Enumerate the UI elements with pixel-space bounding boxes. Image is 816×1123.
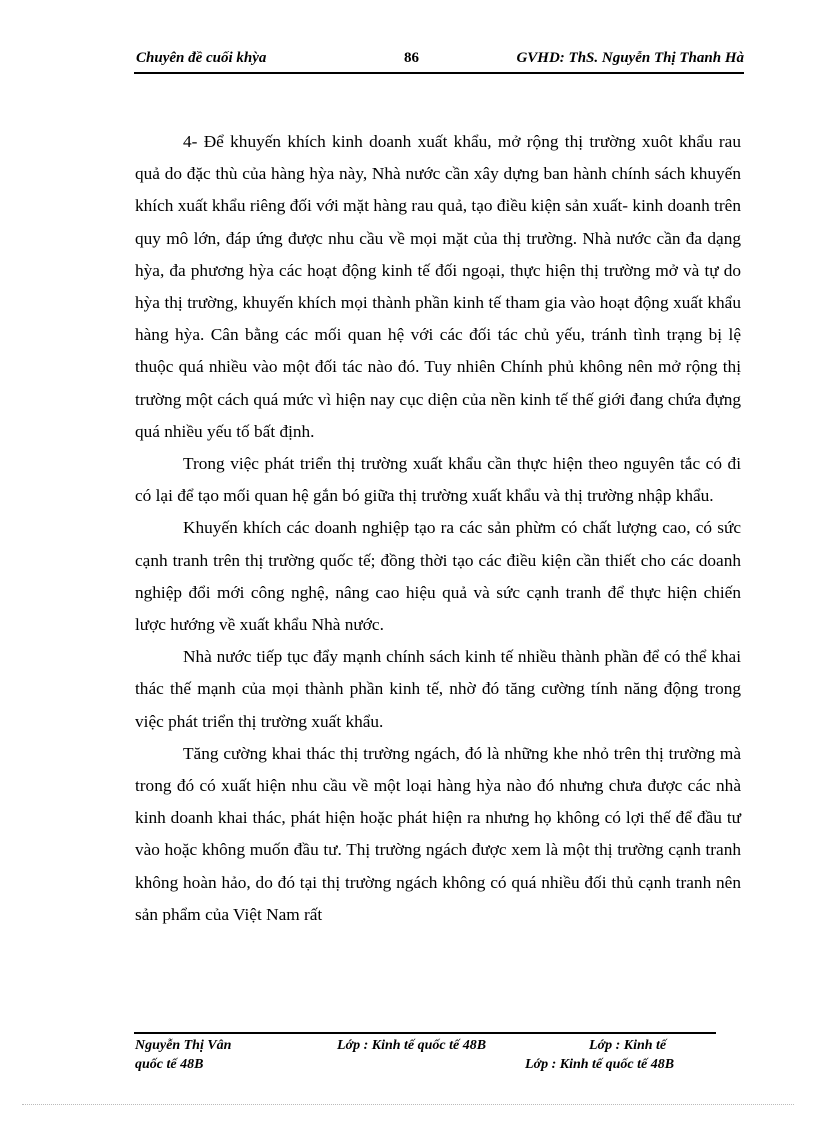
page-header xyxy=(134,48,744,74)
paragraph-5: Tăng cường khai thác thị trường ngách, đó là những khe nhỏ trên thị trường mà trong đó có xuất hiện nhu cầu về một loại hàng hỳa nào đó nhưng chưa được các nhà kinh doanh khai thác, phát hiện hoặc phát hiện ra nhưng họ không có lợi thế để đầu tư vào hoặc không muốn đầu tư. Thị trường ngách được xem là một thị trường cạnh tranh không hoàn hảo, do đó tại thị trường ngách không có quá nhiều đối thủ cạnh tranh nên sản phẩm của Việt Nam rất xyxy=(135,743,741,924)
footer-class-2: Lớp : Kinh tế xyxy=(589,1038,667,1053)
page-bottom-border xyxy=(22,1104,794,1105)
page-footer xyxy=(135,1038,735,1078)
header-supervisor: GVHD: ThS. Nguyễn Thị Thanh Hà xyxy=(516,50,744,66)
paragraph-1: 4- Để khuyến khích kinh doanh xuất khẩu, mở rộng thị trường xuôt khẩu rau quả do đặc thù của hàng hỳa này, Nhà nước cần xây dựng ban hành chính sách khuyến khích xuất khẩu riêng đối với mặt hàng rau quả, tạo điều kiện sản xuất- kinh doanh trên quy mô lớn, đáp ứng được nhu cầu về mọi mặt của thị trường. Nhà nước cần đa dạng hỳa, đa phương hỳa các hoạt động kinh tế đối ngoại, thực hiện thị trường mở và tự do hỳa thị trường, khuyến khích mọi thành phần kinh tế tham gia vào hoạt động xuất khẩu hàng hỳa. Cân bằng các mối quan hệ với các đối tác chủ yếu, tránh tình trạng bị lệ thuộc quá nhiều vào một đối tác nào đó. Tuy nhiên Chính phủ không nên mở rộng thị trường một cách quá mức vì hiện nay cục diện của nền kinh tế thế giới đang chứa đựng quá nhiều yếu tố bất định. xyxy=(135,132,741,441)
footer-author-class-cont: quốc tế 48B xyxy=(135,1057,204,1072)
header-title: Chuyên đề cuối khỳa xyxy=(136,50,267,66)
document-body xyxy=(135,126,741,931)
paragraph-4: Nhà nước tiếp tục đẩy mạnh chính sách kinh tế nhiều thành phần để có thể khai thác thế mạnh của mọi thành phần kinh tế, nhờ đó tăng cường tính năng động trong việc phát triển thị trường xuất khẩu. xyxy=(135,647,741,731)
page-number: 86 xyxy=(404,50,419,66)
footer-class-1: Lớp : Kinh tế quốc tế 48B xyxy=(337,1038,487,1053)
footer-author: Nguyễn Thị Vân xyxy=(135,1038,232,1053)
paragraph-2: Trong việc phát triển thị trường xuất khẩu cần thực hiện theo nguyên tắc có đi có lại để tạo mối quan hệ gắn bó giữa thị trường xuất khẩu và thị trường nhập khẩu. xyxy=(135,454,741,506)
footer-divider xyxy=(134,1032,716,1034)
paragraph-3: Khuyến khích các doanh nghiệp tạo ra các sản phừm có chất lượng cao, có sức cạnh tranh trên thị trường quốc tế; đồng thời tạo các điều kiện cần thiết cho các doanh nghiệp đổi mới công nghệ, nâng cao hiệu quả và sức cạnh tranh để thực hiện chiến lược hướng về xuất khẩu Nhà nước. xyxy=(135,518,741,635)
footer-class-3: Lớp : Kinh tế quốc tế 48B xyxy=(525,1057,675,1072)
